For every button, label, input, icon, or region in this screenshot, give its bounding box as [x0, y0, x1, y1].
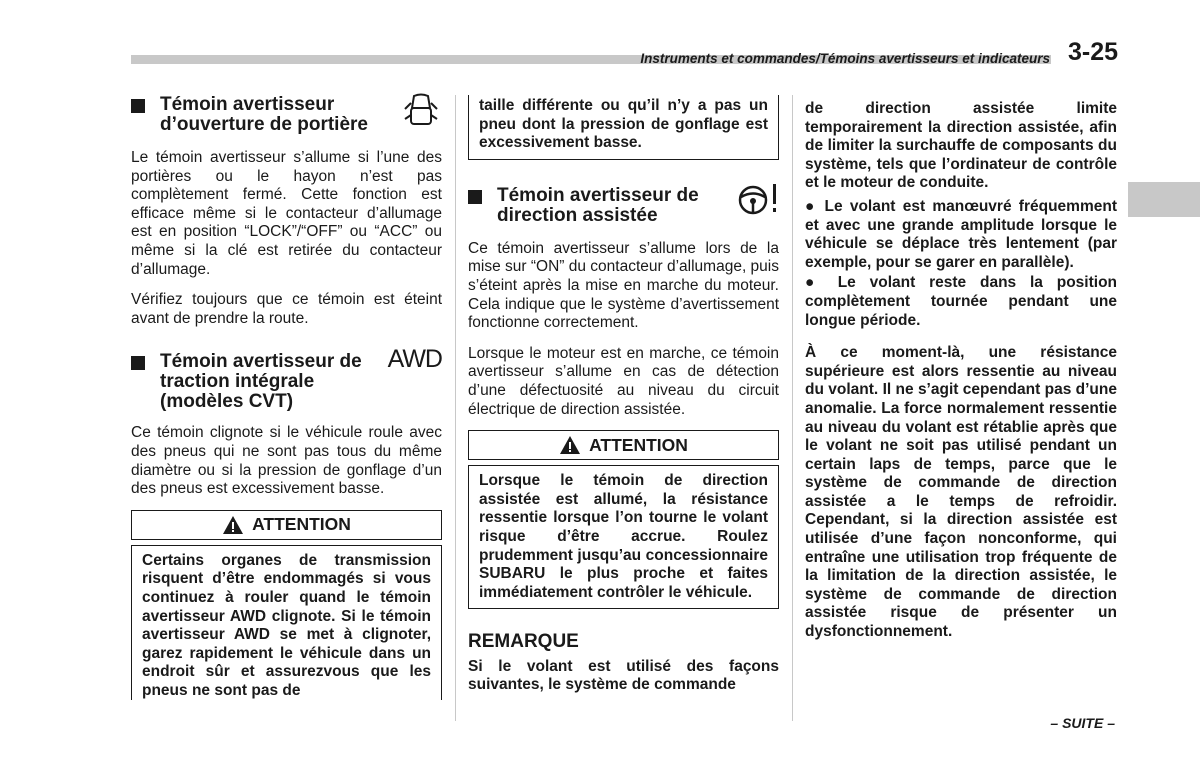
column-left — [131, 95, 442, 700]
warning-triangle-icon — [559, 435, 581, 455]
column-divider — [792, 95, 793, 721]
continued-marker: – SUITE – — [1050, 715, 1115, 731]
paragraph: de direction assistée limite temporairement la direction assistée, afin de limiter la surchauffe de composants du système, tels que l’ordinateur de contrôle et le moteur de conduite. — [805, 100, 1117, 192]
section-title: Témoin avertisseur de direction assistée — [497, 184, 699, 226]
paragraph: À ce moment-là, une résistance supérieure est alors ressentie au niveau du volant. Il ne s’agit cependant pas d’une anomalie. La force normalement ressentie au niveau du volant est rétablie après que le volant ne soit pas utilisé pendant un certain laps de temps, parce que le système de commande de direction assistée a le temps de refroidir. Cependant, si la direction assistée est utilisée d’une façon nonconforme, qui entraîne une utilisation trop fréquente de la limitation de la direction assistée, le système de commande de direction assistée risque de présenter un dysfonctionnement. — [805, 344, 1117, 641]
column-middle — [468, 95, 779, 695]
attention-continued-text: taille différente ou qu’il n’y a pas un pneu dont la pression de gonflage est excessivement basse. — [468, 95, 779, 160]
power-steering-warning-icon — [737, 182, 779, 222]
paragraph: Vérifiez toujours que ce témoin est éteint avant de prendre la route. — [131, 291, 442, 327]
section-title: Témoin avertisseur d’ouverture de portière — [160, 94, 368, 135]
remark-text: Si le volant est utilisé des façons suivantes, le système de commande — [468, 657, 779, 694]
page-number: 3-25 — [1068, 38, 1119, 66]
paragraph: Ce témoin avertisseur s’allume lors de la mise sur “ON” du contacteur d’allumage, puis s’éteint après la mise en marche du moteur. Cela indique que le système d’avertissement fonctionne correctement. — [468, 239, 779, 332]
column-divider — [455, 95, 456, 721]
section-bullet-square — [131, 356, 145, 370]
bullet-item: ● Le volant reste dans la position complètement tournée pendant une longue période. — [805, 274, 1117, 329]
section-awd-warning — [131, 345, 442, 413]
column-right — [805, 100, 1117, 642]
paragraph: Le témoin avertisseur s’allume si l’une des portières ou le hayon n’est pas complètement fermé. Cette fonction est efficace même si le contacteur d’allumage est en position “LOCK”/“OFF” ou “ACC” ou même si la clé est retirée du contacteur d’allumage. — [131, 149, 442, 278]
section-bullet-square — [131, 99, 145, 113]
bullet-item: ● Le volant est manœuvré fréquemment et avec une grande amplitude lorsque le véhicule se déplace très lentement (par exemple, pour se garer en parallèle). — [805, 197, 1117, 271]
header-title: Instruments et commandes/Témoins avertisseurs et indicateurs — [640, 51, 1050, 66]
paragraph: Lorsque le moteur est en marche, ce témoin avertisseur s’allume en cas de détection d’une défectuosité au niveau du circuit électrique de direction assistée. — [468, 344, 779, 418]
section-title: Témoin avertisseur de traction intégrale (modèles CVT) — [160, 351, 362, 413]
chapter-tab — [1128, 182, 1200, 217]
attention-label: ATTENTION — [252, 514, 351, 535]
section-door-warning — [131, 95, 442, 135]
remark-title: REMARQUE — [468, 631, 579, 653]
door-open-warning-icon — [404, 93, 438, 135]
warning-triangle-icon — [222, 515, 244, 535]
awd-icon: AWD — [387, 345, 442, 374]
attention-text: Certains organes de transmission risquent d’être endommagés si vous continuez à rouler quand le témoin avertisseur AWD clignote. Si le témoin avertisseur AWD se met à clignoter, garez rapidement le véhicule dans un endroit sûr et assurezvous que les pneus ne sont pas de — [131, 545, 442, 701]
attention-label: ATTENTION — [589, 434, 688, 455]
paragraph: Ce témoin clignote si le véhicule roule avec des pneus qui ne sont pas tous du même diamètre ou si la pression de gonflage d’un des pneus est excessivement basse. — [131, 424, 442, 498]
attention-text: Lorsque le témoin de direction assistée est allumé, la résistance ressentie lorsque l’on tourne le volant risque d’être accrue. Roulez prudemment jusqu’au concessionnaire SUBARU le plus proche et faites immédiatement contrôler le véhicule. — [468, 465, 779, 609]
section-power-steering — [468, 186, 779, 226]
attention-header — [131, 510, 442, 540]
section-bullet-square — [468, 190, 482, 204]
attention-header — [468, 430, 779, 460]
